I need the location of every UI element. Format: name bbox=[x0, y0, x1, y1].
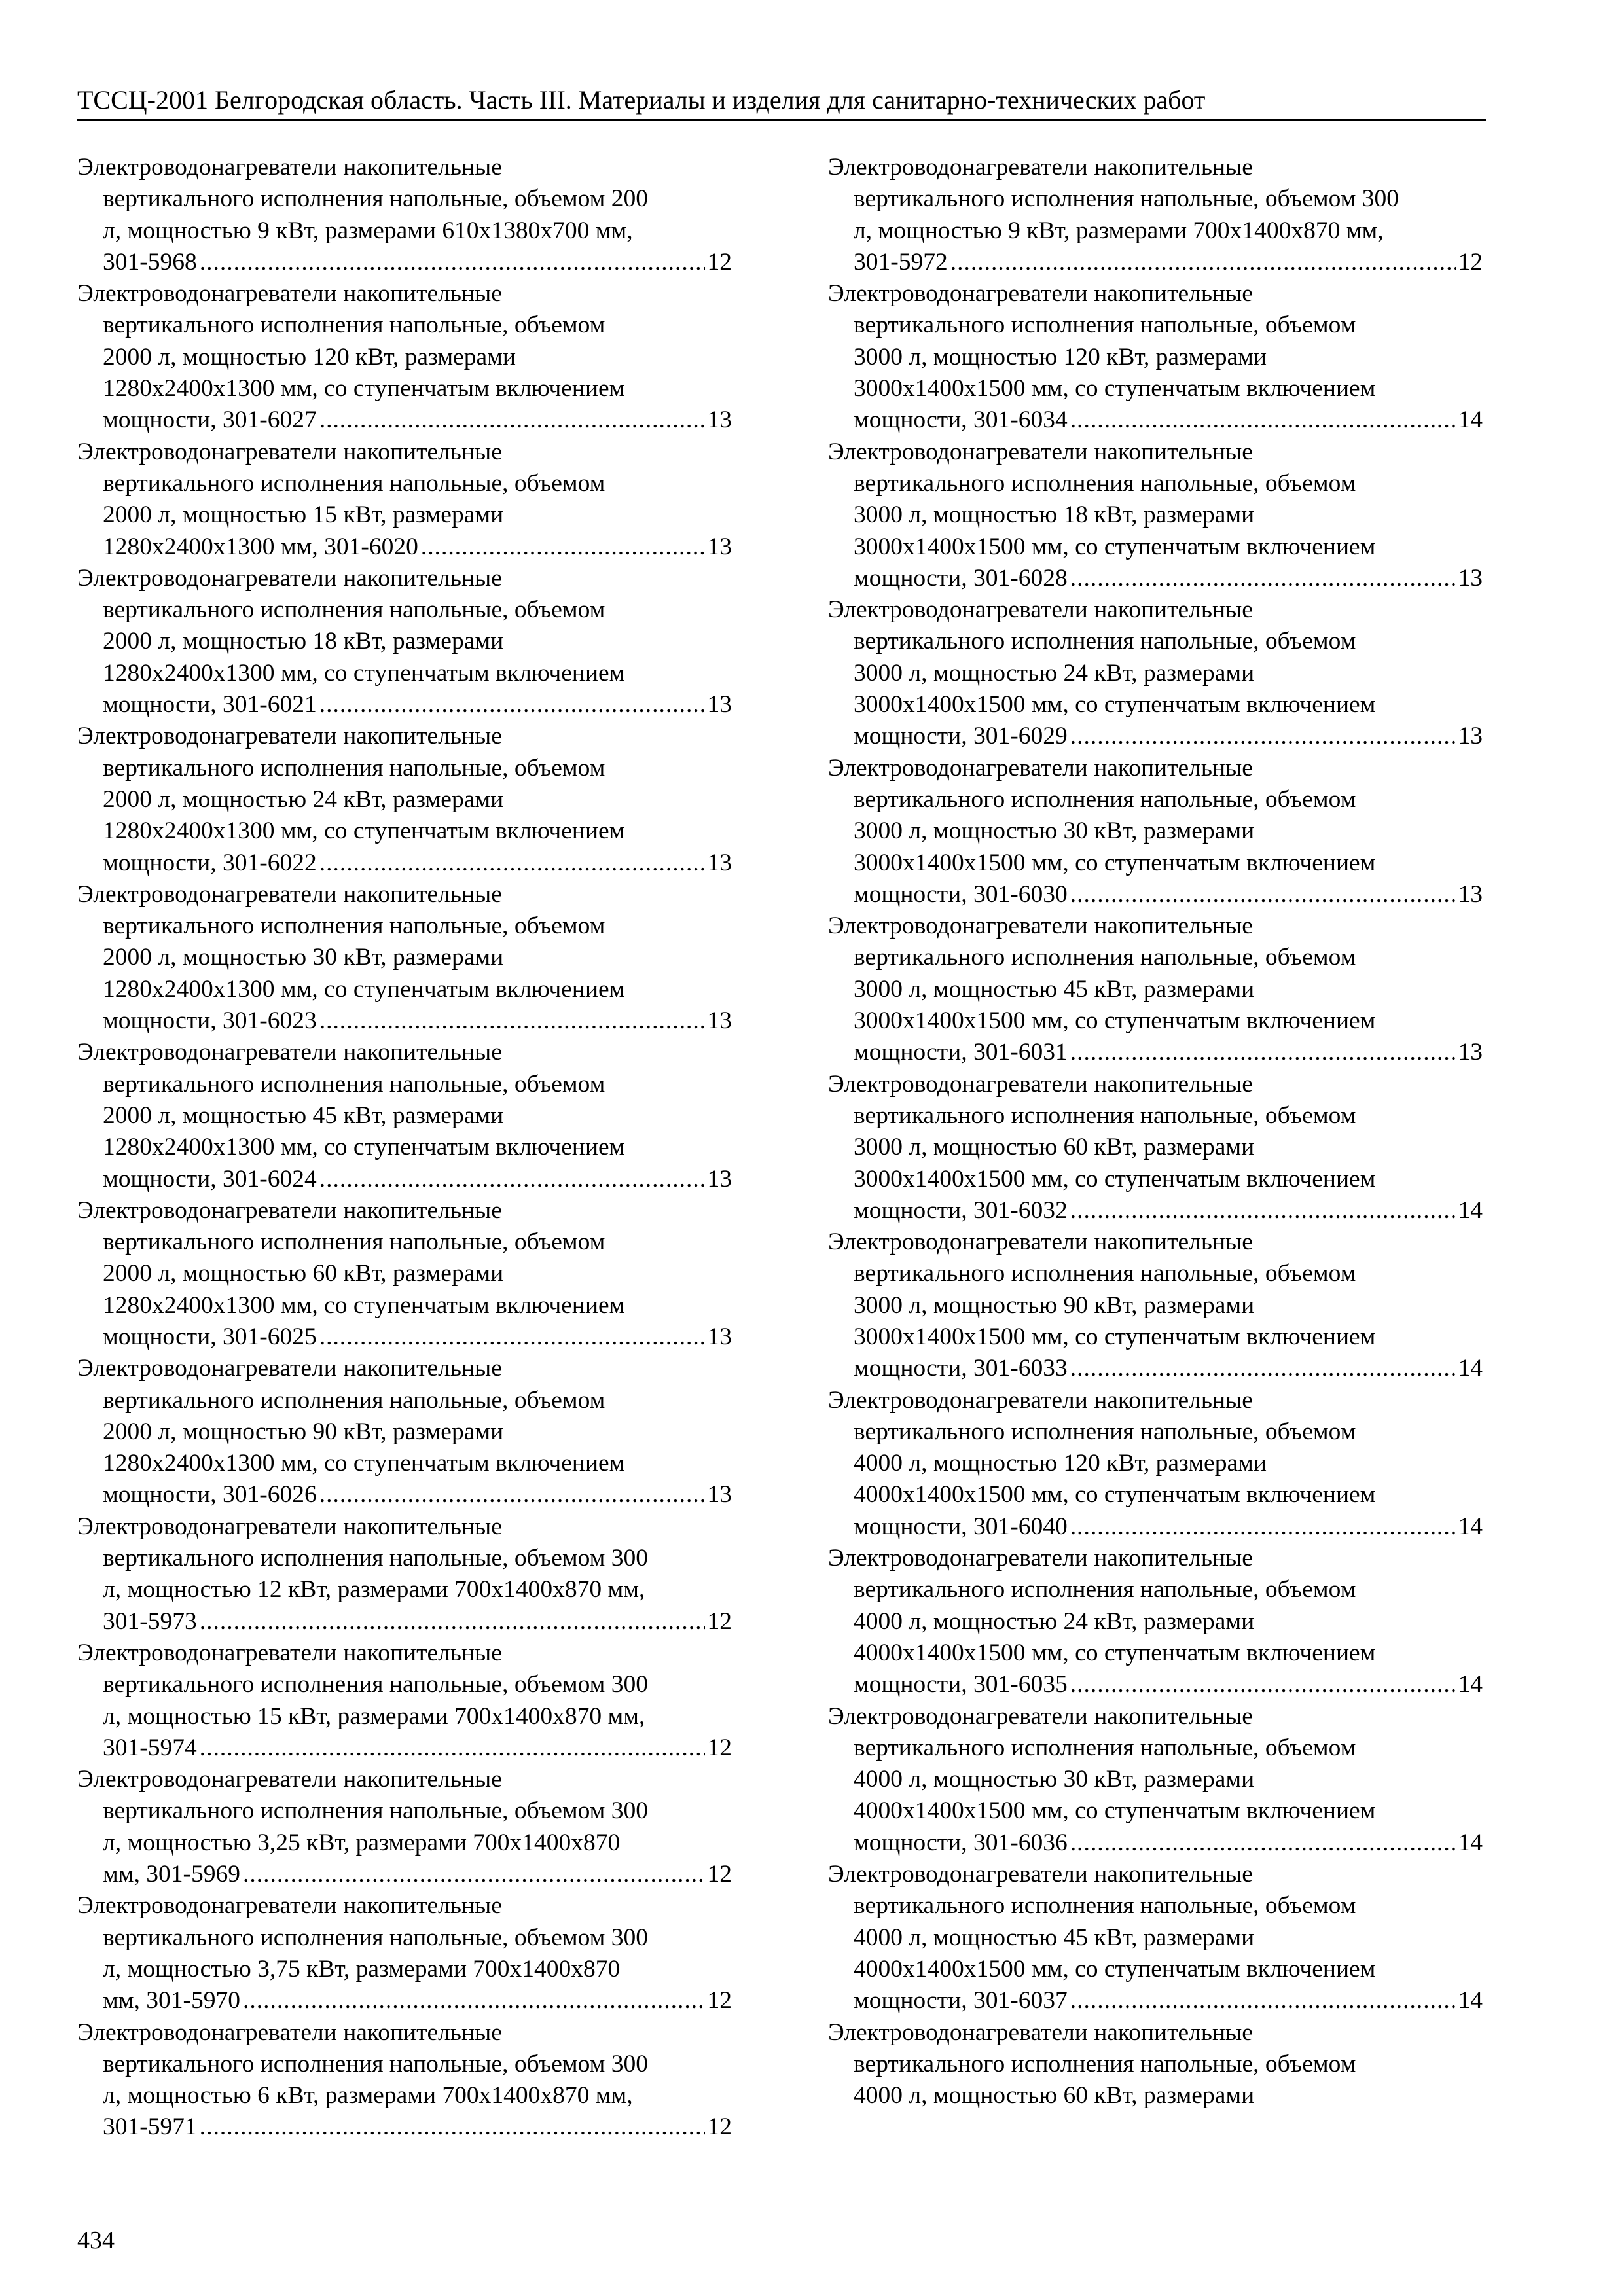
entry-line: л, мощностью 15 кВт, размерами 700х1400х870 мм, bbox=[103, 1702, 645, 1730]
entry-line: Электроводонагреватели накопительные bbox=[77, 1355, 502, 1382]
index-entry bbox=[77, 1890, 732, 2017]
entry-line: вертикального исполнения напольные, объемом bbox=[103, 1070, 605, 1098]
entry-line: вертикального исполнения напольные, объемом bbox=[854, 1260, 1356, 1287]
entry-line: Электроводонагреватели накопительные bbox=[77, 1513, 502, 1540]
index-entry bbox=[77, 1764, 732, 1890]
entry-line: 2000 л, мощностью 90 кВт, размерами bbox=[103, 1418, 504, 1445]
index-entry bbox=[828, 1859, 1483, 2017]
index-entry bbox=[828, 910, 1483, 1068]
dot-leader bbox=[319, 1321, 705, 1353]
entry-line: 2000 л, мощностью 24 кВт, размерами bbox=[103, 785, 504, 813]
dot-leader bbox=[319, 1479, 705, 1511]
entry-text: 301-5973 bbox=[103, 1607, 197, 1635]
entry-text: 301-5972 bbox=[854, 248, 948, 276]
entry-text: мощности, 301-6031 bbox=[854, 1039, 1068, 1066]
entry-page-number: 12 bbox=[707, 2113, 732, 2141]
index-entry bbox=[77, 563, 732, 721]
entry-line: вертикального исполнения напольные, объемом 300 bbox=[103, 1797, 648, 1825]
entry-last-line bbox=[828, 1511, 1483, 1543]
entry-line: 3000х1400х1500 мм, со ступенчатым включением bbox=[854, 691, 1376, 719]
entry-line: л, мощностью 9 кВт, размерами 700х1400х870 мм, bbox=[854, 217, 1384, 244]
index-entry bbox=[828, 1701, 1483, 1859]
entry-line: 4000 л, мощностью 60 кВт, размерами bbox=[854, 2082, 1255, 2109]
entry-line: 4000х1400х1500 мм, со ступенчатым включением bbox=[854, 1639, 1376, 1666]
index-entry bbox=[77, 721, 732, 878]
entry-page-number: 14 bbox=[1458, 1196, 1483, 1224]
entry-line: л, мощностью 3,75 кВт, размерами 700х1400х870 bbox=[103, 1955, 621, 1982]
entry-page-number: 13 bbox=[707, 533, 732, 560]
right-index-column bbox=[828, 152, 1483, 2111]
index-entry bbox=[77, 1353, 732, 1511]
entry-line: Электроводонагреватели накопительные bbox=[828, 280, 1253, 308]
entry-line: Электроводонагреватели накопительные bbox=[828, 438, 1253, 465]
entry-last-line bbox=[828, 721, 1483, 752]
index-entry bbox=[77, 1195, 732, 1353]
index-entry bbox=[828, 1543, 1483, 1700]
index-entry bbox=[828, 152, 1483, 278]
entry-text: мощности, 301-6027 bbox=[103, 406, 317, 434]
entry-last-line bbox=[828, 1353, 1483, 1384]
entry-line: Электроводонагреватели накопительные bbox=[828, 596, 1253, 624]
entry-line: 3000 л, мощностью 45 кВт, размерами bbox=[854, 975, 1255, 1003]
index-entry bbox=[77, 278, 732, 436]
page-number: 434 bbox=[77, 2227, 115, 2254]
dot-leader bbox=[1070, 404, 1456, 436]
entry-line: вертикального исполнения напольные, объемом bbox=[854, 1892, 1356, 1920]
entry-last-line bbox=[828, 404, 1483, 436]
entry-line: Электроводонагреватели накопительные bbox=[77, 1766, 502, 1793]
entry-line: вертикального исполнения напольные, объемом bbox=[103, 912, 605, 940]
entry-line: 4000 л, мощностью 120 кВт, размерами bbox=[854, 1450, 1267, 1477]
dot-leader bbox=[243, 1985, 705, 2017]
dot-leader bbox=[421, 531, 705, 563]
entry-line: 1280х2400х1300 мм, со ступенчатым включением bbox=[103, 1450, 625, 1477]
entry-text: мощности, 301-6028 bbox=[854, 564, 1068, 592]
entry-line: вертикального исполнения напольные, объемом bbox=[103, 754, 605, 781]
entry-line: вертикального исполнения напольные, объемом bbox=[103, 1229, 605, 1256]
entry-line: Электроводонагреватели накопительные bbox=[828, 2018, 1253, 2046]
entry-page-number: 13 bbox=[707, 691, 732, 719]
entry-line: 3000х1400х1500 мм, со ступенчатым включением bbox=[854, 375, 1376, 403]
entry-line: 4000х1400х1500 мм, со ступенчатым включением bbox=[854, 1797, 1376, 1825]
entry-line: Электроводонагреватели накопительные bbox=[828, 912, 1253, 940]
entry-page-number: 12 bbox=[707, 1861, 732, 1888]
dot-leader bbox=[200, 1606, 705, 1638]
entry-line: вертикального исполнения напольные, объемом bbox=[854, 628, 1356, 655]
entry-line: 3000 л, мощностью 60 кВт, размерами bbox=[854, 1134, 1255, 1161]
entry-text: мощности, 301-6030 bbox=[854, 880, 1068, 908]
entry-line: Электроводонагреватели накопительные bbox=[828, 154, 1253, 181]
entry-line: вертикального исполнения напольные, объемом bbox=[103, 312, 605, 339]
entry-line: Электроводонагреватели накопительные bbox=[828, 1861, 1253, 1888]
entry-last-line bbox=[828, 247, 1483, 278]
entry-last-line bbox=[77, 848, 732, 879]
entry-page-number: 13 bbox=[707, 1007, 732, 1035]
entry-line: вертикального исполнения напольные, объемом 200 bbox=[103, 185, 648, 213]
entry-line: вертикального исполнения напольные, объемом 300 bbox=[854, 185, 1399, 213]
entry-line: вертикального исполнения напольные, объемом 300 bbox=[103, 1924, 648, 1951]
entry-page-number: 12 bbox=[707, 248, 732, 276]
entry-line: 4000 л, мощностью 45 кВт, размерами bbox=[854, 1924, 1255, 1951]
entry-line: 2000 л, мощностью 30 кВт, размерами bbox=[103, 944, 504, 971]
entry-last-line bbox=[77, 1606, 732, 1638]
entry-text: мм, 301-5970 bbox=[103, 1987, 240, 2015]
entry-page-number: 12 bbox=[707, 1607, 732, 1635]
entry-page-number: 13 bbox=[707, 1323, 732, 1350]
entry-line: Электроводонагреватели накопительные bbox=[77, 1892, 502, 1920]
entry-page-number: 12 bbox=[707, 1987, 732, 2015]
entry-line: л, мощностью 3,25 кВт, размерами 700х1400х870 bbox=[103, 1829, 621, 1856]
entry-text: мощности, 301-6034 bbox=[854, 406, 1068, 434]
entry-text: мм, 301-5969 bbox=[103, 1861, 240, 1888]
entry-line: 1280х2400х1300 мм, со ступенчатым включением bbox=[103, 659, 625, 687]
entry-page-number: 14 bbox=[1458, 1829, 1483, 1856]
entry-page-number: 12 bbox=[707, 1734, 732, 1761]
entry-line: Электроводонагреватели накопительные bbox=[77, 2018, 502, 2046]
entry-line: вертикального исполнения напольные, объемом bbox=[854, 1734, 1356, 1761]
entry-text: мощности, 301-6037 bbox=[854, 1987, 1068, 2015]
index-entry bbox=[828, 1227, 1483, 1384]
entry-line: вертикального исполнения напольные, объемом bbox=[103, 469, 605, 497]
entry-text: мощности, 301-6026 bbox=[103, 1481, 317, 1509]
entry-line: Электроводонагреватели накопительные bbox=[828, 1229, 1253, 1256]
entry-page-number: 14 bbox=[1458, 1355, 1483, 1382]
index-entry bbox=[77, 1511, 732, 1638]
entry-last-line bbox=[828, 1669, 1483, 1700]
entry-page-number: 14 bbox=[1458, 1671, 1483, 1698]
dot-leader bbox=[1070, 1195, 1456, 1227]
entry-line: 4000 л, мощностью 24 кВт, размерами bbox=[854, 1607, 1255, 1635]
dot-leader bbox=[319, 1005, 705, 1037]
index-entry bbox=[828, 753, 1483, 910]
entry-line: 3000 л, мощностью 120 кВт, размерами bbox=[854, 343, 1267, 370]
entry-last-line bbox=[77, 1005, 732, 1037]
index-entry bbox=[828, 278, 1483, 436]
entry-last-line bbox=[77, 689, 732, 721]
entry-line: вертикального исполнения напольные, объемом bbox=[103, 596, 605, 624]
entry-line: 3000х1400х1500 мм, со ступенчатым включением bbox=[854, 1007, 1376, 1035]
entry-line: Электроводонагреватели накопительные bbox=[828, 754, 1253, 781]
left-index-column bbox=[77, 152, 732, 2144]
dot-leader bbox=[1070, 721, 1456, 752]
entry-line: 3000 л, мощностью 30 кВт, размерами bbox=[854, 817, 1255, 845]
dot-leader bbox=[1070, 1827, 1456, 1859]
entry-last-line bbox=[828, 1985, 1483, 2017]
entry-line: Электроводонагреватели накопительные bbox=[828, 1702, 1253, 1730]
entry-last-line bbox=[77, 531, 732, 563]
entry-line: Электроводонагреватели накопительные bbox=[828, 1386, 1253, 1414]
entry-page-number: 14 bbox=[1458, 1513, 1483, 1540]
entry-text: мощности, 301-6029 bbox=[854, 723, 1068, 750]
entry-text: мощности, 301-6040 bbox=[854, 1513, 1068, 1540]
entry-line: вертикального исполнения напольные, объемом bbox=[103, 1386, 605, 1414]
dot-leader bbox=[1070, 1985, 1456, 2017]
entry-line: вертикального исполнения напольные, объемом bbox=[854, 785, 1356, 813]
index-entry bbox=[77, 152, 732, 278]
entry-text: мощности, 301-6022 bbox=[103, 849, 317, 876]
index-entry bbox=[828, 437, 1483, 594]
entry-line: вертикального исполнения напольные, объемом 300 bbox=[103, 1545, 648, 1572]
dot-leader bbox=[319, 1164, 705, 1195]
entry-line: 2000 л, мощностью 60 кВт, размерами bbox=[103, 1260, 504, 1287]
index-entry bbox=[77, 1638, 732, 1764]
entry-text: мощности, 301-6032 bbox=[854, 1196, 1068, 1224]
dot-leader bbox=[1070, 1511, 1456, 1543]
entry-last-line bbox=[77, 1479, 732, 1511]
entry-page-number: 13 bbox=[707, 1165, 732, 1193]
entry-text: 1280х2400х1300 мм, 301-6020 bbox=[103, 533, 418, 560]
entry-line: 2000 л, мощностью 18 кВт, размерами bbox=[103, 628, 504, 655]
entry-line: Электроводонагреватели накопительные bbox=[77, 1039, 502, 1066]
entry-line: 1280х2400х1300 мм, со ступенчатым включением bbox=[103, 1291, 625, 1319]
entry-line: 2000 л, мощностью 15 кВт, размерами bbox=[103, 501, 504, 529]
entry-line: вертикального исполнения напольные, объемом bbox=[854, 1102, 1356, 1129]
entry-text: мощности, 301-6036 bbox=[854, 1829, 1068, 1856]
entry-line: вертикального исполнения напольные, объемом 300 bbox=[103, 2050, 648, 2077]
entry-last-line bbox=[77, 2111, 732, 2143]
entry-line: 4000 л, мощностью 30 кВт, размерами bbox=[854, 1766, 1255, 1793]
entry-line: Электроводонагреватели накопительные bbox=[77, 1639, 502, 1666]
dot-leader bbox=[319, 689, 705, 721]
entry-line: Электроводонагреватели накопительные bbox=[77, 280, 502, 308]
entry-line: 1280х2400х1300 мм, со ступенчатым включением bbox=[103, 1134, 625, 1161]
index-entry bbox=[828, 594, 1483, 752]
entry-line: вертикального исполнения напольные, объемом bbox=[854, 1418, 1356, 1445]
entry-line: вертикального исполнения напольные, объемом bbox=[854, 312, 1356, 339]
entry-text: 301-5968 bbox=[103, 248, 197, 276]
entry-line: 3000х1400х1500 мм, со ступенчатым включением bbox=[854, 1323, 1376, 1350]
entry-line: Электроводонагреватели накопительные bbox=[77, 1196, 502, 1224]
index-entry bbox=[77, 2017, 732, 2144]
entry-last-line bbox=[77, 247, 732, 278]
entry-last-line bbox=[77, 1859, 732, 1890]
entry-text: мощности, 301-6024 bbox=[103, 1165, 317, 1193]
entry-last-line bbox=[828, 563, 1483, 594]
entry-line: 1280х2400х1300 мм, со ступенчатым включением bbox=[103, 817, 625, 845]
entry-page-number: 13 bbox=[1458, 880, 1483, 908]
entry-line: 3000 л, мощностью 18 кВт, размерами bbox=[854, 501, 1255, 529]
index-entry bbox=[828, 1385, 1483, 1543]
entry-text: мощности, 301-6023 bbox=[103, 1007, 317, 1035]
dot-leader bbox=[319, 404, 705, 436]
entry-last-line bbox=[77, 1732, 732, 1764]
entry-line: л, мощностью 12 кВт, размерами 700х1400х870 мм, bbox=[103, 1576, 645, 1604]
entry-line: вертикального исполнения напольные, объемом bbox=[854, 944, 1356, 971]
entry-page-number: 13 bbox=[1458, 564, 1483, 592]
entry-line: Электроводонагреватели накопительные bbox=[77, 880, 502, 908]
entry-last-line bbox=[77, 1321, 732, 1353]
entry-line: Электроводонагреватели накопительные bbox=[77, 154, 502, 181]
dot-leader bbox=[319, 848, 705, 879]
entry-page-number: 14 bbox=[1458, 1987, 1483, 2015]
entry-line: 4000х1400х1500 мм, со ступенчатым включением bbox=[854, 1955, 1376, 1982]
entry-line: Электроводонагреватели накопительные bbox=[77, 438, 502, 465]
entry-page-number: 13 bbox=[707, 1481, 732, 1509]
entry-last-line bbox=[77, 1164, 732, 1195]
entry-last-line bbox=[828, 1195, 1483, 1227]
index-entry bbox=[77, 437, 732, 563]
entry-line: 3000 л, мощностью 90 кВт, размерами bbox=[854, 1291, 1255, 1319]
dot-leader bbox=[200, 1732, 705, 1764]
dot-leader bbox=[200, 247, 705, 278]
entry-line: л, мощностью 9 кВт, размерами 610х1380х700 мм, bbox=[103, 217, 633, 244]
entry-text: 301-5971 bbox=[103, 2113, 197, 2141]
entry-line: 1280х2400х1300 мм, со ступенчатым включением bbox=[103, 375, 625, 403]
index-entry bbox=[828, 1069, 1483, 1227]
entry-line: 3000 л, мощностью 24 кВт, размерами bbox=[854, 659, 1255, 687]
dot-leader bbox=[1070, 563, 1456, 594]
running-header: ТССЦ-2001 Белгородская область. Часть III. Материалы и изделия для санитарно-технических работ bbox=[77, 84, 1486, 121]
entry-line: л, мощностью 6 кВт, размерами 700х1400х870 мм, bbox=[103, 2082, 633, 2109]
entry-last-line bbox=[828, 1037, 1483, 1068]
index-entry bbox=[828, 2017, 1483, 2112]
entry-line: 2000 л, мощностью 45 кВт, размерами bbox=[103, 1102, 504, 1129]
entry-line: 4000х1400х1500 мм, со ступенчатым включением bbox=[854, 1481, 1376, 1509]
entry-line: Электроводонагреватели накопительные bbox=[77, 564, 502, 592]
entry-page-number: 13 bbox=[1458, 1039, 1483, 1066]
entry-line: 3000х1400х1500 мм, со ступенчатым включением bbox=[854, 533, 1376, 560]
entry-text: 301-5974 bbox=[103, 1734, 197, 1761]
entry-line: вертикального исполнения напольные, объемом bbox=[854, 469, 1356, 497]
entry-line: Электроводонагреватели накопительные bbox=[828, 1070, 1253, 1098]
entry-line: 3000х1400х1500 мм, со ступенчатым включением bbox=[854, 849, 1376, 876]
entry-last-line bbox=[77, 404, 732, 436]
entry-page-number: 12 bbox=[1458, 248, 1483, 276]
entry-last-line bbox=[77, 1985, 732, 2017]
dot-leader bbox=[1070, 1353, 1456, 1384]
entry-page-number: 13 bbox=[1458, 723, 1483, 750]
entry-text: мощности, 301-6021 bbox=[103, 691, 317, 719]
entry-line: Электроводонагреватели накопительные bbox=[828, 1545, 1253, 1572]
entry-page-number: 14 bbox=[1458, 406, 1483, 434]
dot-leader bbox=[200, 2111, 705, 2143]
entry-text: мощности, 301-6025 bbox=[103, 1323, 317, 1350]
entry-page-number: 13 bbox=[707, 406, 732, 434]
dot-leader bbox=[1070, 1037, 1456, 1068]
entry-line: 3000х1400х1500 мм, со ступенчатым включением bbox=[854, 1165, 1376, 1193]
entry-line: Электроводонагреватели накопительные bbox=[77, 723, 502, 750]
entry-page-number: 13 bbox=[707, 849, 732, 876]
index-entry bbox=[77, 1037, 732, 1194]
dot-leader bbox=[950, 247, 1456, 278]
entry-text: мощности, 301-6035 bbox=[854, 1671, 1068, 1698]
entry-line: 1280х2400х1300 мм, со ступенчатым включением bbox=[103, 975, 625, 1003]
entry-last-line bbox=[828, 1827, 1483, 1859]
dot-leader bbox=[1070, 879, 1456, 910]
entry-line: вертикального исполнения напольные, объемом bbox=[854, 1576, 1356, 1604]
entry-line: вертикального исполнения напольные, объемом bbox=[854, 2050, 1356, 2077]
entry-line: вертикального исполнения напольные, объемом 300 bbox=[103, 1671, 648, 1698]
entry-last-line bbox=[828, 879, 1483, 910]
dot-leader bbox=[1070, 1669, 1456, 1700]
entry-text: мощности, 301-6033 bbox=[854, 1355, 1068, 1382]
index-entry bbox=[77, 879, 732, 1037]
entry-line: 2000 л, мощностью 120 кВт, размерами bbox=[103, 343, 516, 370]
dot-leader bbox=[243, 1859, 705, 1890]
